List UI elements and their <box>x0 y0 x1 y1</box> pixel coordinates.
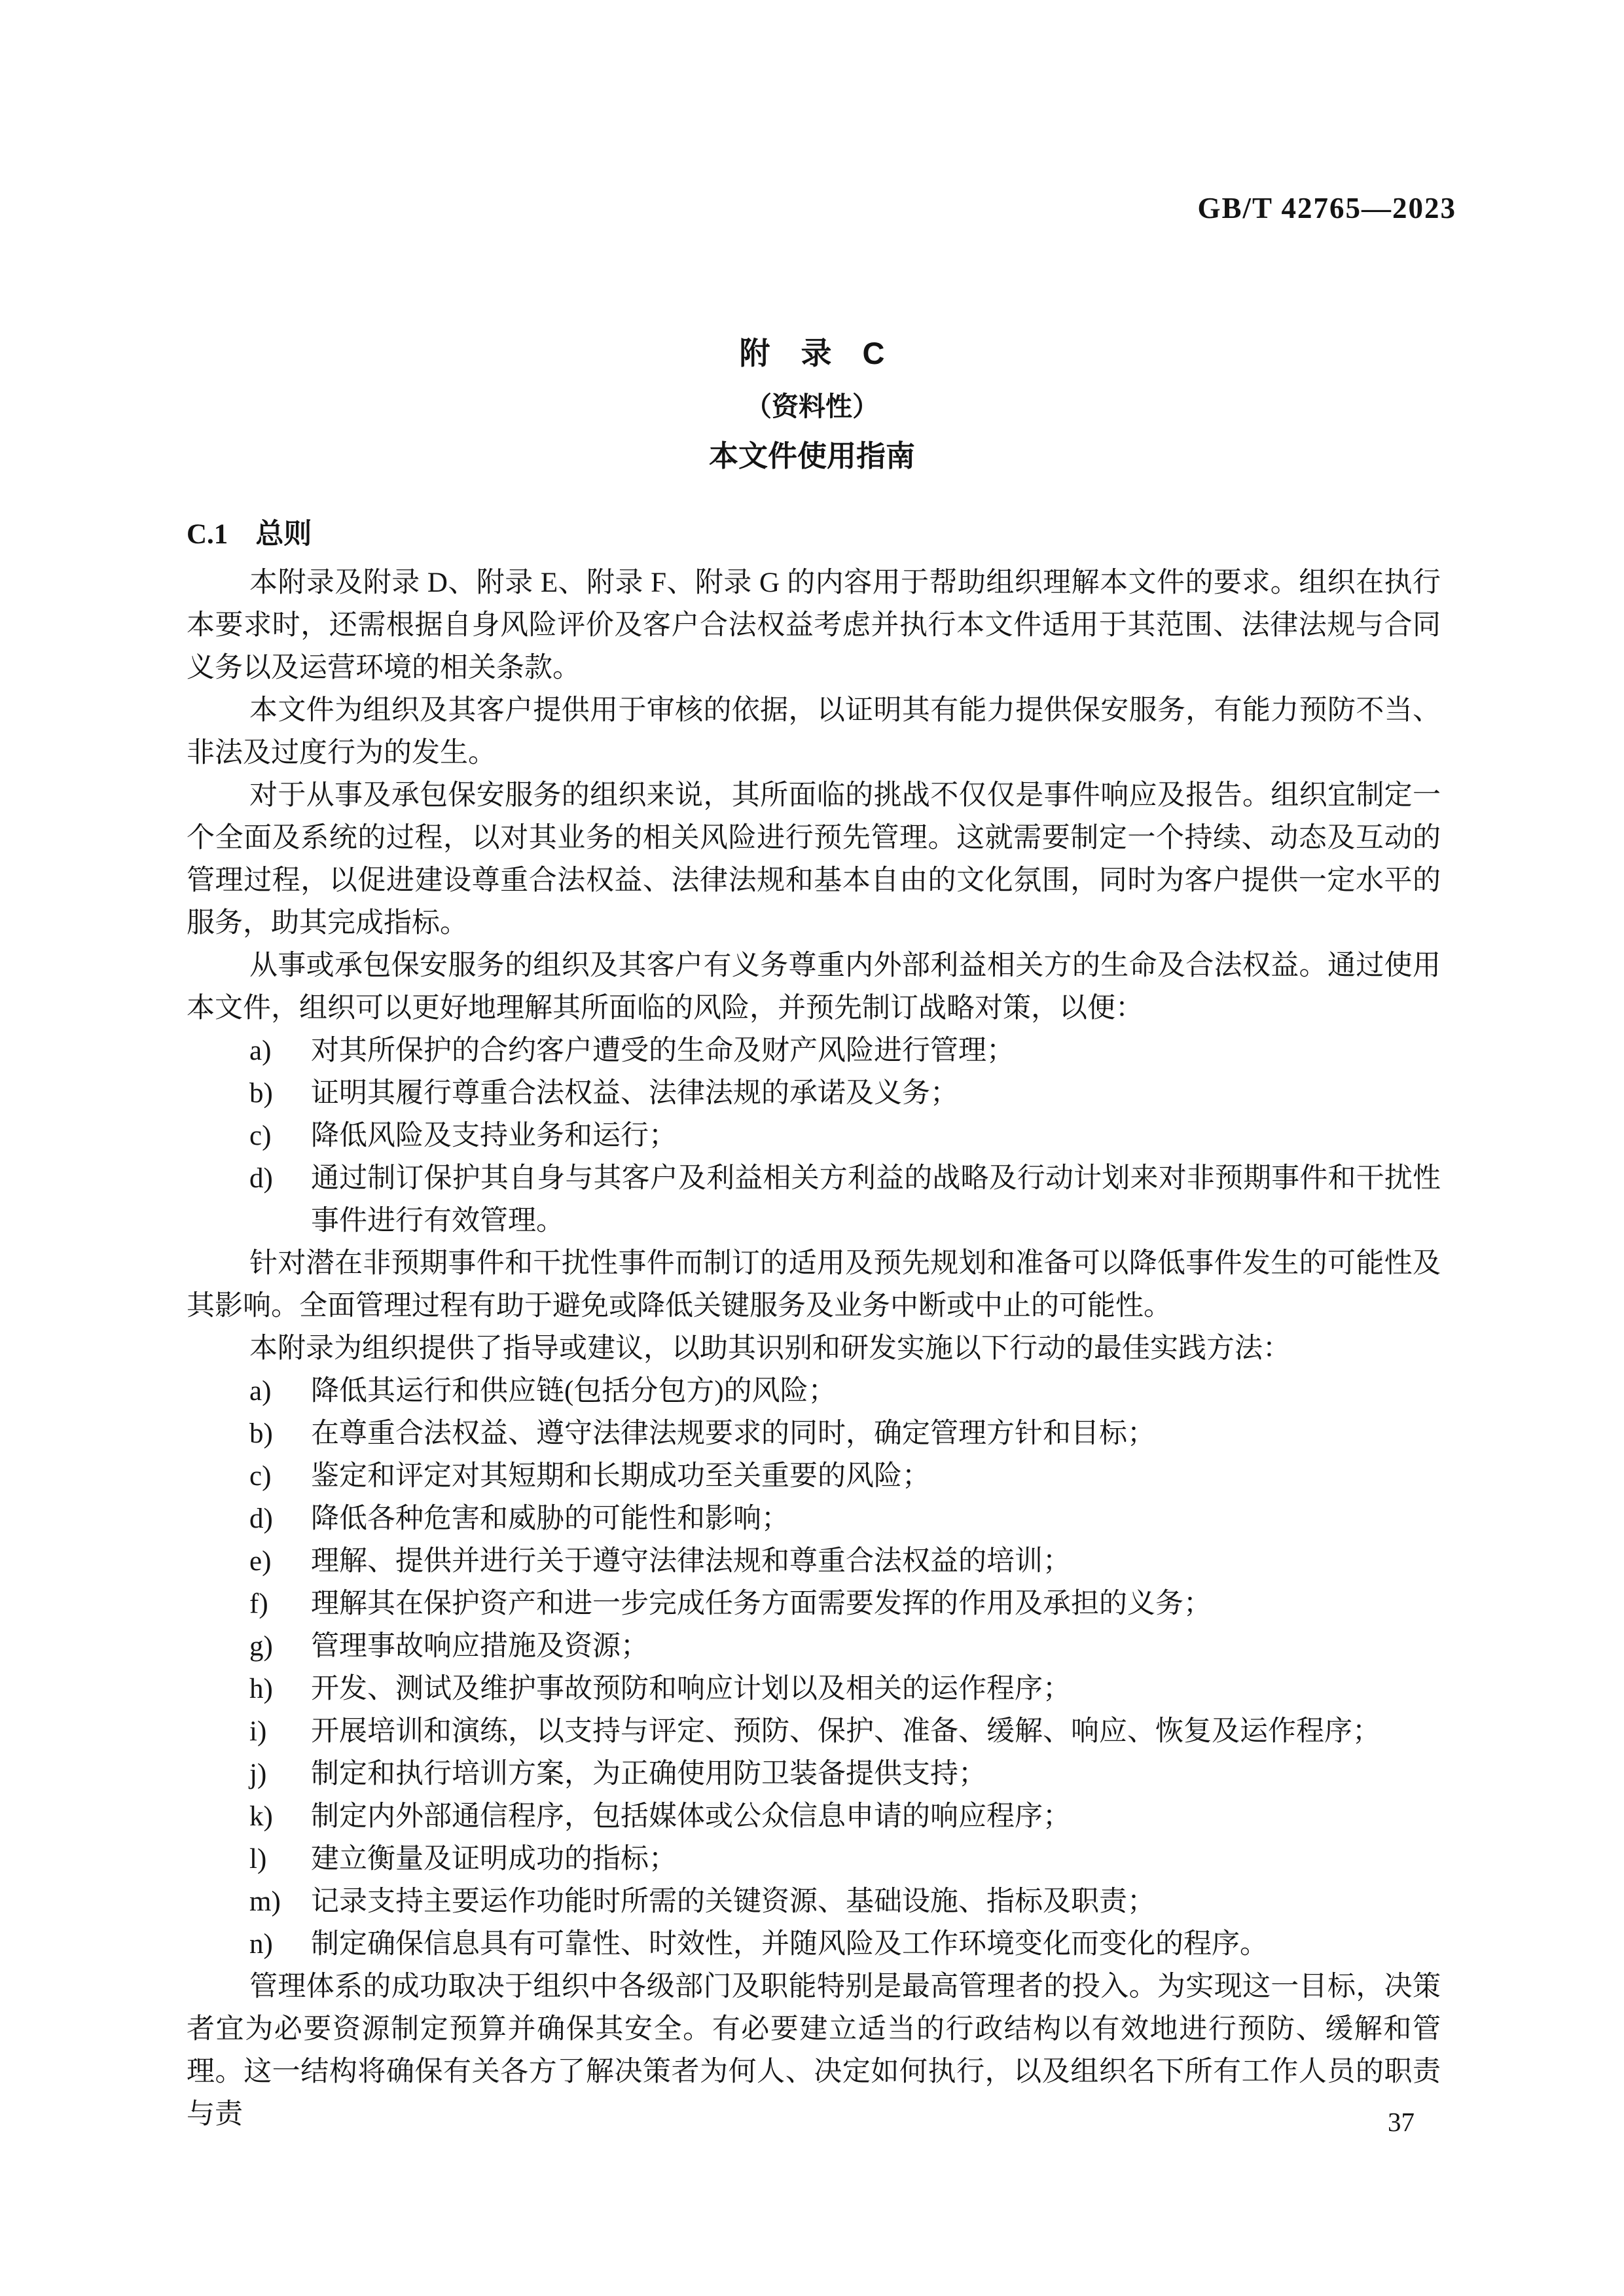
list-item-label: f) <box>249 1588 268 1619</box>
list-item-label: g) <box>249 1631 273 1662</box>
list-item-text: 通过制订保护其自身与其客户及利益相关方利益的战略及行动计划来对非预期事件和干扰性事件进行有效管理。 <box>311 1163 1441 1236</box>
list-item-label: c) <box>249 1121 272 1151</box>
page-number: 37 <box>1388 2107 1415 2137</box>
list-item <box>187 1795 1441 1838</box>
paragraph-7: 管理体系的成功取决于组织中各级部门及职能特别是最高管理者的投入。为实现这一目标，决策者宜为必要资源制定预算并确保其安全。有必要建立适当的行政结构以有效地进行预防、缓解和管理。这一结构将确保有关各方了解决策者为何人、决定如何执行，以及组织名下所有工作人员的职责与责 <box>187 1971 1441 2130</box>
body-text <box>187 562 1441 2136</box>
list-item <box>187 1540 1441 1583</box>
list-item <box>187 1370 1441 1412</box>
list-item <box>187 1583 1441 1625</box>
list-item <box>187 1157 1441 1242</box>
list-item-text: 理解、提供并进行关于遵守法律法规和尊重合法权益的培训； <box>311 1546 1071 1577</box>
list-item-text: 制定和执行培训方案，为正确使用防卫装备提供支持； <box>311 1759 986 1789</box>
list-item-text: 记录支持主要运作功能时所需的关键资源、基础设施、指标及职责； <box>311 1886 1155 1917</box>
list-item-label: k) <box>249 1801 273 1832</box>
list-item-text: 降低风险及支持业务和运行； <box>311 1121 677 1151</box>
list-b <box>187 1370 1441 1965</box>
section-title: 总则 <box>255 518 312 550</box>
list-item-label: n) <box>249 1929 273 1960</box>
list-item-label: d) <box>249 1503 273 1534</box>
list-item-label: l) <box>249 1844 267 1874</box>
list-item-label: c) <box>249 1461 272 1492</box>
list-item-text: 证明其履行尊重合法权益、法律法规的承诺及义务； <box>311 1078 958 1109</box>
list-item <box>187 1455 1441 1498</box>
list-item <box>187 1412 1441 1455</box>
section-heading <box>187 512 312 552</box>
list-item <box>187 1498 1441 1540</box>
list-item-text: 鉴定和评定对其短期和长期成功至关重要的风险； <box>311 1461 930 1492</box>
list-item-label: j) <box>249 1759 267 1789</box>
list-item-text: 降低各种危害和威胁的可能性和影响； <box>311 1503 789 1534</box>
list-item-text: 管理事故响应措施及资源； <box>311 1631 649 1662</box>
list-item-text: 制定内外部通信程序，包括媒体或公众信息申请的响应程序； <box>311 1801 1071 1832</box>
list-item <box>187 1923 1441 1965</box>
list-item-text: 对其所保护的合约客户遭受的生命及财产风险进行管理； <box>311 1035 1015 1066</box>
list-item-label: d) <box>249 1163 273 1194</box>
list-item-text: 在尊重合法权益、遵守法律法规要求的同时，确定管理方针和目标； <box>311 1418 1155 1449</box>
paragraph-5: 针对潜在非预期事件和干扰性事件而制订的适用及预先规划和准备可以降低事件发生的可能性及其影响。全面管理过程有助于避免或降低关键服务及业务中断或中止的可能性。 <box>187 1248 1441 1321</box>
list-item-label: b) <box>249 1078 273 1109</box>
list-item-label: e) <box>249 1546 272 1577</box>
list-item-text: 制定确保信息具有可靠性、时效性，并随风险及工作环境变化而变化的程序。 <box>311 1929 1268 1960</box>
list-item-label: a) <box>249 1376 272 1407</box>
list-item <box>187 1072 1441 1115</box>
list-item-label: h) <box>249 1674 273 1704</box>
list-item-label: m) <box>249 1886 281 1917</box>
page-header <box>1198 191 1456 225</box>
list-item <box>187 1880 1441 1923</box>
list-item-text: 开发、测试及维护事故预防和响应计划以及相关的运作程序； <box>311 1674 1071 1704</box>
paragraph-6: 本附录为组织提供了指导或建议，以助其识别和研发实施以下行动的最佳实践方法： <box>249 1333 1291 1364</box>
appendix-subtitle: 本文件使用指南 <box>708 439 915 473</box>
paragraph-2: 本文件为组织及其客户提供用于审核的依据，以证明其有能力提供保安服务，有能力预防不当、非法及过度行为的发生。 <box>187 695 1441 768</box>
list-item-text: 开展培训和演练，以支持与评定、预防、保护、准备、缓解、响应、恢复及运作程序； <box>311 1716 1380 1747</box>
paragraph-3: 对于从事及承包保安服务的组织来说，其所面临的挑战不仅仅是事件响应及报告。组织宜制定一个全面及系统的过程，以对其业务的相关风险进行预先管理。这就需要制定一个持续、动态及互动的管理过程，以促进建设尊重合法权益、法律法规和基本自由的文化氛围，同时为客户提供一定水平的服务，助其完成指标。 <box>187 780 1441 939</box>
paragraph-4: 从事或承包保安服务的组织及其客户有义务尊重内外部利益相关方的生命及合法权益。通过使用本文件，组织可以更好地理解其所面临的风险，并预先制订战略对策，以便： <box>187 950 1441 1024</box>
list-item-label: a) <box>249 1035 272 1066</box>
section-number: C.1 <box>187 519 228 550</box>
paragraph-1: 本附录及附录 D、附录 E、附录 F、附录 G 的内容用于帮助组织理解本文件的要求。组织在执行本要求时，还需根据自身风险评价及客户合法权益考虑并执行本文件适用于其范围、法律法规与合同义务以及运营环境的相关条款。 <box>187 567 1441 683</box>
standard-number: GB/T 42765—2023 <box>1197 192 1456 224</box>
list-item <box>187 1030 1441 1072</box>
list-item <box>187 1838 1441 1880</box>
appendix-heading: 附 录 C <box>739 336 885 370</box>
list-item-text: 降低其运行和供应链(包括分包方)的风险； <box>311 1376 837 1407</box>
list-item <box>187 1710 1441 1753</box>
list-item <box>187 1115 1441 1157</box>
list-item-label: b) <box>249 1418 273 1449</box>
list-item-text: 理解其在保护资产和进一步完成任务方面需要发挥的作用及承担的义务； <box>311 1588 1212 1619</box>
list-item <box>187 1753 1441 1795</box>
list-a <box>187 1030 1441 1242</box>
list-item-label: i) <box>249 1716 267 1747</box>
appendix-normative-label: （资料性） <box>745 391 879 422</box>
list-item <box>187 1625 1441 1668</box>
list-item <box>187 1668 1441 1710</box>
list-item-text: 建立衡量及证明成功的指标； <box>311 1844 677 1874</box>
